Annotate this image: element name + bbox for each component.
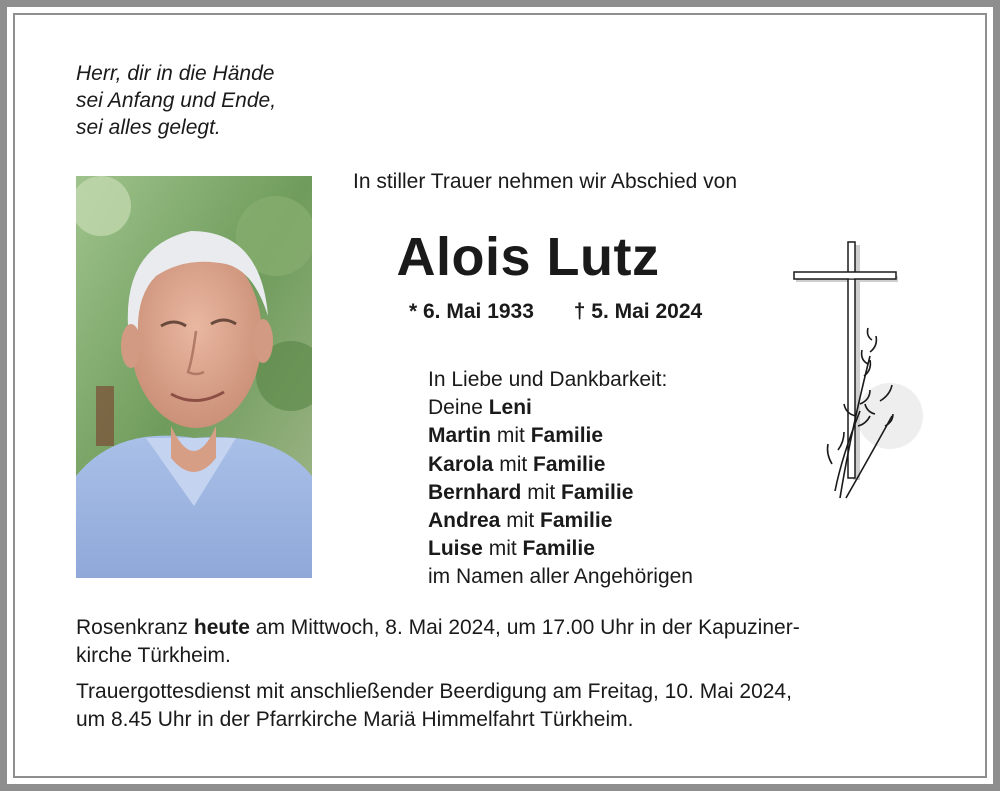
- mourners-intro: In Liebe und Dankbarkeit:: [428, 368, 668, 391]
- rosary-line-2: kirche Türkheim.: [76, 644, 231, 667]
- child-name: Luise: [428, 537, 483, 561]
- rosary-notice: [76, 614, 936, 670]
- spouse-prefix: Deine: [428, 396, 483, 420]
- child-name: Martin: [428, 424, 491, 448]
- funeral-line-1: Trauergottesdienst mit anschließender Beerdigung am Freitag, 10. Mai 2024,: [76, 680, 792, 703]
- mourner-line: [428, 479, 693, 507]
- connector: mit: [506, 509, 535, 533]
- child-name: Andrea: [428, 509, 501, 533]
- portrait-illustration: [76, 176, 312, 578]
- connector: mit: [499, 452, 528, 476]
- mourners-list: [428, 366, 693, 592]
- mourner-line: [428, 451, 693, 479]
- rosary-line-1: [76, 614, 936, 642]
- birth-date: * 6. Mai 1933: [409, 300, 534, 323]
- spouse-name: Leni: [488, 396, 532, 420]
- death-date: † 5. Mai 2024: [573, 300, 703, 323]
- family-word: Familie: [522, 537, 595, 561]
- child-name: Karola: [428, 452, 494, 476]
- funeral-notice: [76, 678, 936, 734]
- deceased-name: Alois Lutz: [396, 227, 660, 287]
- verse-line: sei Anfang und Ende,: [76, 89, 277, 112]
- intro-text: In stiller Trauer nehmen wir Abschied von: [353, 170, 738, 193]
- family-word: Familie: [533, 452, 606, 476]
- child-name: Bernhard: [428, 480, 522, 504]
- connector: mit: [527, 480, 556, 504]
- verse-line: sei alles gelegt.: [76, 116, 221, 139]
- mourner-line: [428, 535, 693, 563]
- connector: mit: [496, 424, 525, 448]
- connector: mit: [488, 537, 517, 561]
- family-word: Familie: [530, 424, 604, 448]
- cross-wheat-graphic: [780, 236, 940, 516]
- rosary-prefix: Rosenkranz: [76, 616, 189, 639]
- family-word: Familie: [540, 509, 613, 533]
- cross-icon: [780, 236, 940, 516]
- verse-line: Herr, dir in die Hände: [76, 62, 275, 85]
- mourners-closing: im Namen aller Angehörigen: [428, 565, 693, 589]
- rosary-line1-rest: am Mittwoch, 8. Mai 2024, um 17.00 Uhr in der Kapuziner-: [255, 616, 800, 639]
- mourner-line: [428, 422, 693, 450]
- funeral-line-2: um 8.45 Uhr in der Pfarrkirche Mariä Himmelfahrt Türkheim.: [76, 708, 634, 731]
- bible-verse: [76, 60, 276, 141]
- spouse-line: [428, 394, 693, 422]
- life-dates: [409, 300, 702, 324]
- family-word: Familie: [561, 480, 634, 504]
- rosary-emphasis: heute: [193, 616, 250, 639]
- portrait-photo: [76, 176, 312, 578]
- mourner-line: [428, 507, 693, 535]
